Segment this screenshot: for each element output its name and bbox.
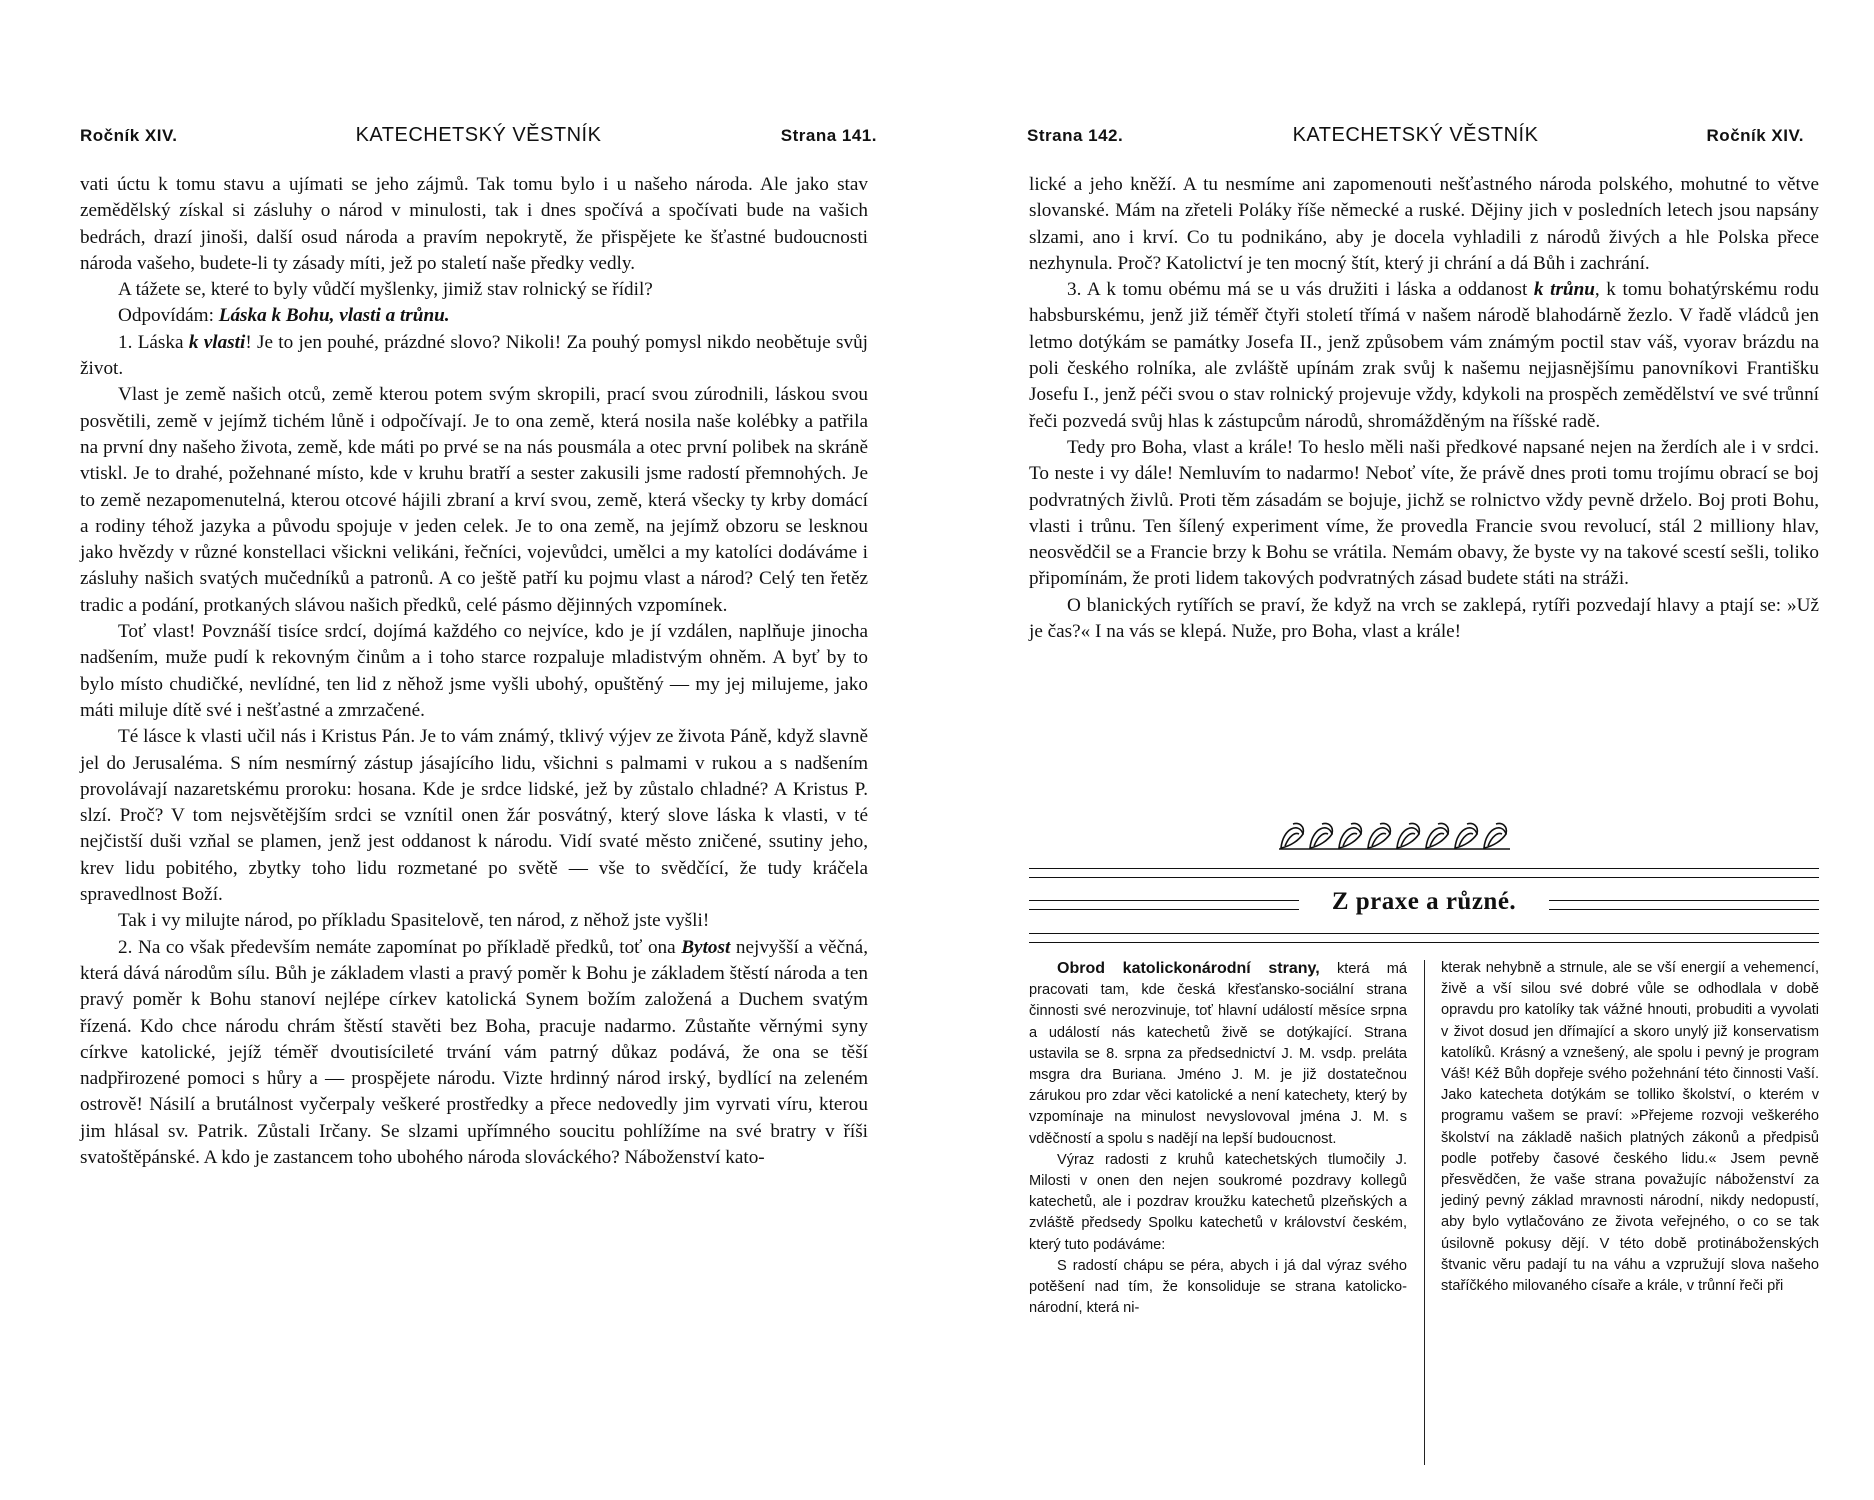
paragraph: Výraz radosti z kruhů katechetských tlumočily J. Milosti v onen den nejen soukromé pozdravy kollegů katechetů, ale i pozdrav kroužku katechetů plzeňských a zvláště předsedy Spolku katechetů v království českém, který tuto podáváme: bbox=[1029, 1151, 1407, 1253]
paragraph: S radostí chápu se péra, abych i já dal výraz svého potěšení nad tím, že konsoliduje se strana katolicko-národní, která ni- bbox=[1029, 1257, 1407, 1317]
heading-rule-right bbox=[1549, 900, 1819, 910]
paragraph: O blanických rytířích se praví, že když na vrch se zaklepá, rytíři pozvedají hlavy a ptají se: »Už je čas?« I na vás se klepá. Nuže, pro Boha, vlast a krále! bbox=[1029, 594, 1819, 643]
divider-rule bbox=[1029, 868, 1819, 869]
paragraph: Obrod katolickonárodní strany, která má pracovati tam, kde česká křesťansko-sociální strana činnosti své nerozvinuje, toť hlavní událostí měsíce srpna a událostí nás katechetů živě se dotýkající. Strana ustavila se 8. srpna za předsednictví J. M. vsdp. preláta msgra dra Buriana. Jméno J. M. je již dostatečnou zárukou pro zdar věci katolické a není katechety, který by vzpomínaje na minulost nevyslovoval jména J. M. s vděčností a spolu s nadějí na lepší budoucnost. bbox=[1029, 960, 1408, 1147]
paragraph: kterak nehybně a strnule, ale se vší energií a vehemencí, živě a vší silou své dobré vůle se odhodlala v době opravdu pro katolíky tak vážné hnouti, probuditi a vyvolati v život dosud jen dřímající a skoro unylý již konservatism katolíků. Krásný a vznešený, ale spolu i pevný je program Váš! Kéž Bůh dopřeje svého požehnání této činnosti Vaší. Jako katecheta dotýkám se tolliko školství, o kterém v programu vašem se praví: »Přejeme rozvoji veškerého školství na základě našich platných zákonů a předpisů podle potřeby časové českého lidu.« Jsem pevně přesvědčen, že vaše strana považujíc náboženství za jediný pevný základ mravnosti národní, nikdy nedopustí, aby bylo vytlačováno ze života veřejného, o co se tak úsilovně pokusy dějí. V této době protináboženských štvanic věru padají tu na váhu a vzpružují slova našeho staříčkého milovaného císaře a krále, v trůnní řeči při bbox=[1441, 960, 1819, 1295]
page-number: Strana 142. bbox=[1027, 126, 1124, 145]
section-title: Z praxe a různé. bbox=[1331, 888, 1517, 915]
volume-label: Ročník XIV. bbox=[80, 126, 178, 145]
paragraph: 2. Na co však především nemáte zapomínat po příkladě předků, toť ona Bytost nejvyšší a věčná, která dává národům sílu. Bůh je základem vlasti a pravý poměr k Bohu je základem štěstí národa a ten pravý poměr k Bohu stanoví nejlépe církev katolická Synem božím založená a Duchem svatým řízená. Kdo chce národu chrám štěstí stavěti bez Boha, pracuje nadarmo. Zůstaňte věrnými syny církve katolické, jejíž téměř dvoutisícileté trvání vám patrný důkaz podává, že ona se těší nadpřirozené pomoci s hůry a — prospějete národu. Vizte hrdinný národ irský, bydlící na zeleném ostrově! Násilí a brutálnost vyčerpaly veškeré prostředky a přece nedovedly jim vyrvati víru, kterou jim hlásal sv. Patrik. Zůstali Irčany. Se slzami upřímného soucitu pohlížíme na své bratry v říši svatoštěpánské. A kdo je zastancem toho ubohého národa slováckého? Náboženství kato- bbox=[80, 936, 868, 1168]
paragraph: 1. Láska k vlasti! Je to jen pouhé, prázdné slovo? Nikoli! Za pouhý pomysl nikdo neobětuje svůj život. bbox=[80, 331, 868, 380]
paragraph: Té lásce k vlasti učil nás i Kristus Pán. Je to vám známý, tklivý výjev ze života Páně, když slavně jel do Jerusaléma. S ním nesmírný zástup jásajícího lidu, všichni s palmami v rukou a s nadšením provolávají nazaretskému proroku: hosana. Kde je srdce lidské, jež by zůstalo chladné? A Kristus P. slzí. Proč? V tom nejsvětějším srdci se vznítil onen žár posvátný, který slove láska k vlasti, v té nejčistší duši vzňal se plamen, jenž jest oddanost k národu. Vidí svaté město zničené, ssutiny jeho, krev lidu pobitého, zbytky toho lidu rozmetané po světě — vše to svědčící, že tudy kráčela spravedlnost Boží. bbox=[80, 726, 868, 906]
divider-rule bbox=[1029, 942, 1819, 943]
divider-rule bbox=[1029, 877, 1819, 878]
paragraph: 3. A k tomu obému má se u vás družiti i láska a oddanost k trůnu, k tomu bohatýrskému rodu habsburskému, jenž již téměř čtyři století třímá v našem národě blahodárně žezlo. V řadě vládců jen letmo dotýkám se památky Josefa II., jenž způsobem vám známým poctil stav váš, vyorav brázdu na poli českého rolníka, ale zvláště upínám zrak svůj k našemu nejjasnějšímu panovníkovi Františku Josefu I., jenž péči svou o stav rolnický projevuje vždy, kdykoli na prospěch zemědělství ve své trůnní řeči pozvedá svůj hlas k zástupcům národů, shromážděným na říšské radě. bbox=[1029, 279, 1820, 432]
section-heading bbox=[1029, 888, 1819, 928]
paragraph: lické a jeho kněží. A tu nesmíme ani zapomenouti nešťastného národa polského, mohutné to větve slovanské. Mám na zřeteli Poláky říše německé a ruské. Dějiny jich v posledních letech jsou napsány slzami, ano i krví. Co tu podnikáno, aby je docela vyhladili z národů živých a hle Polska přece nezhynula. Proč? Katolictví je ten mocný štít, který ji chrání a dá Bůh i zachrání. bbox=[1029, 174, 1819, 274]
paragraph: A tážete se, které to byly vůdčí myšlenky, jimiž stav rolnický se řídil? bbox=[118, 279, 653, 301]
paragraph: vati úctu k tomu stavu a ujímati se jeho zájmů. Tak tomu bylo i u našeho národa. Ale jako stav zemědělský získal si zásluhy o národ v minulosti, tak i dnes spočívá a spočívati bude na vašich bedrách, drazí jinoši, další osud národa a pravím nepokrytě, že přispějete ke šťastné budoucnosti národa vašeho, budete-li ty zásady míti, jež po staletí naše předky vedly. bbox=[80, 174, 868, 274]
paragraph: Tak i vy milujte národ, po příkladu Spasitelově, ten národ, z něhož jste vyšli! bbox=[118, 910, 710, 932]
paragraph: Vlast je země našich otců, země kterou potem svým skropili, prací svou zúrodnili, láskou svou posvětili, země v jejímž tichém lůně i odpočívají. Je to ona země, která nosila naše kolébky a patřila na první dny našeho života, země, kde máti po prvé se na nás pousmála a otec první polibek na skráně vtiskl. Je to drahé, požehnané místo, kde v kruhu bratří a sester zakusili jsme radostí přemnohých. Je to země nezapomenutelná, kterou otcové hájili zbraní a krví svou, země, která všecky ty krby domácí a rodiny téhož jazyka a původu spojuje v jeden celek. Je to ona země, na jejímž obzoru se lesknou jako hvězdy v různé konstellaci všickni velikáni, řečníci, vojevůdci, umělci a my katolíci dodáváme i zásluhy našich svatých mučedníků a patronů. A co ještě patří ku pojmu vlast a národ? Celý ten řetěz tradic a podání, protkaných slávou našich předků, celé pásmo dějinných vzpomínek. bbox=[80, 384, 868, 616]
journal-title: KATECHETSKÝ VĚSTNÍK bbox=[1292, 124, 1539, 146]
item-headline: Obrod katolickonárodní strany, bbox=[1057, 960, 1320, 977]
column-left bbox=[1029, 958, 1407, 1319]
divider-rule bbox=[1029, 933, 1819, 934]
column-right bbox=[1441, 958, 1819, 1297]
emphasis: k trůnu bbox=[1533, 279, 1595, 301]
emphasis: k vlasti bbox=[188, 331, 246, 353]
motto: Láska k Bohu, vlasti a trůnu. bbox=[218, 305, 450, 327]
right-page bbox=[937, 0, 1874, 1500]
volume-label: Ročník XIV. bbox=[1706, 126, 1804, 145]
news-columns bbox=[1029, 958, 1819, 1468]
paragraph: Odpovídám: Láska k Bohu, vlasti a trůnu. bbox=[118, 305, 450, 327]
paragraph: Toť vlast! Povznáší tisíce srdcí, dojímá každého co nejvíce, kdo je jí vzdálen, naplňuje jinocha nadšením, muže pudí k rekovným činům a i toho starce rozpaluje mladistvým ohněm. A byť by to bylo místo chudičké, nevlídné, ten lid z něhož jsme vyšli ubohý, opuštěný — my jej milujeme, jako máti miluje dítě své i nešťastné a zmrzačené. bbox=[80, 621, 868, 721]
paragraph: Tedy pro Boha, vlast a krále! To heslo měli naši předkové napsané nejen na žerdích ale i v srdci. To neste i vy dále! Nemluvím to nadarmo! Neboť víte, že právě dnes proti tomu trojímu obrací se boj podvratných živlů. Proti těm zásadám se bojuje, jichž se rolnictvo vždy pevně drželo. Boj proti Bohu, vlasti i trůnu. Ten šílený experiment víme, že provedla Francie svou revolucí, stál 2 milliony hlav, neosvědčil se a Francie brzy k Bohu se vrátila. Nemám obavy, že byste vy na takové scestí sešli, toliko připomínám, že proti lidem takových podvratných zásad budete státi na stráži. bbox=[1029, 436, 1819, 590]
emphasis: Bytost bbox=[681, 936, 731, 958]
page-number: Strana 141. bbox=[780, 126, 877, 145]
journal-title: KATECHETSKÝ VĚSTNÍK bbox=[355, 124, 602, 146]
column-separator bbox=[1424, 960, 1425, 1465]
article-body bbox=[80, 172, 868, 1171]
page-header bbox=[80, 124, 877, 152]
